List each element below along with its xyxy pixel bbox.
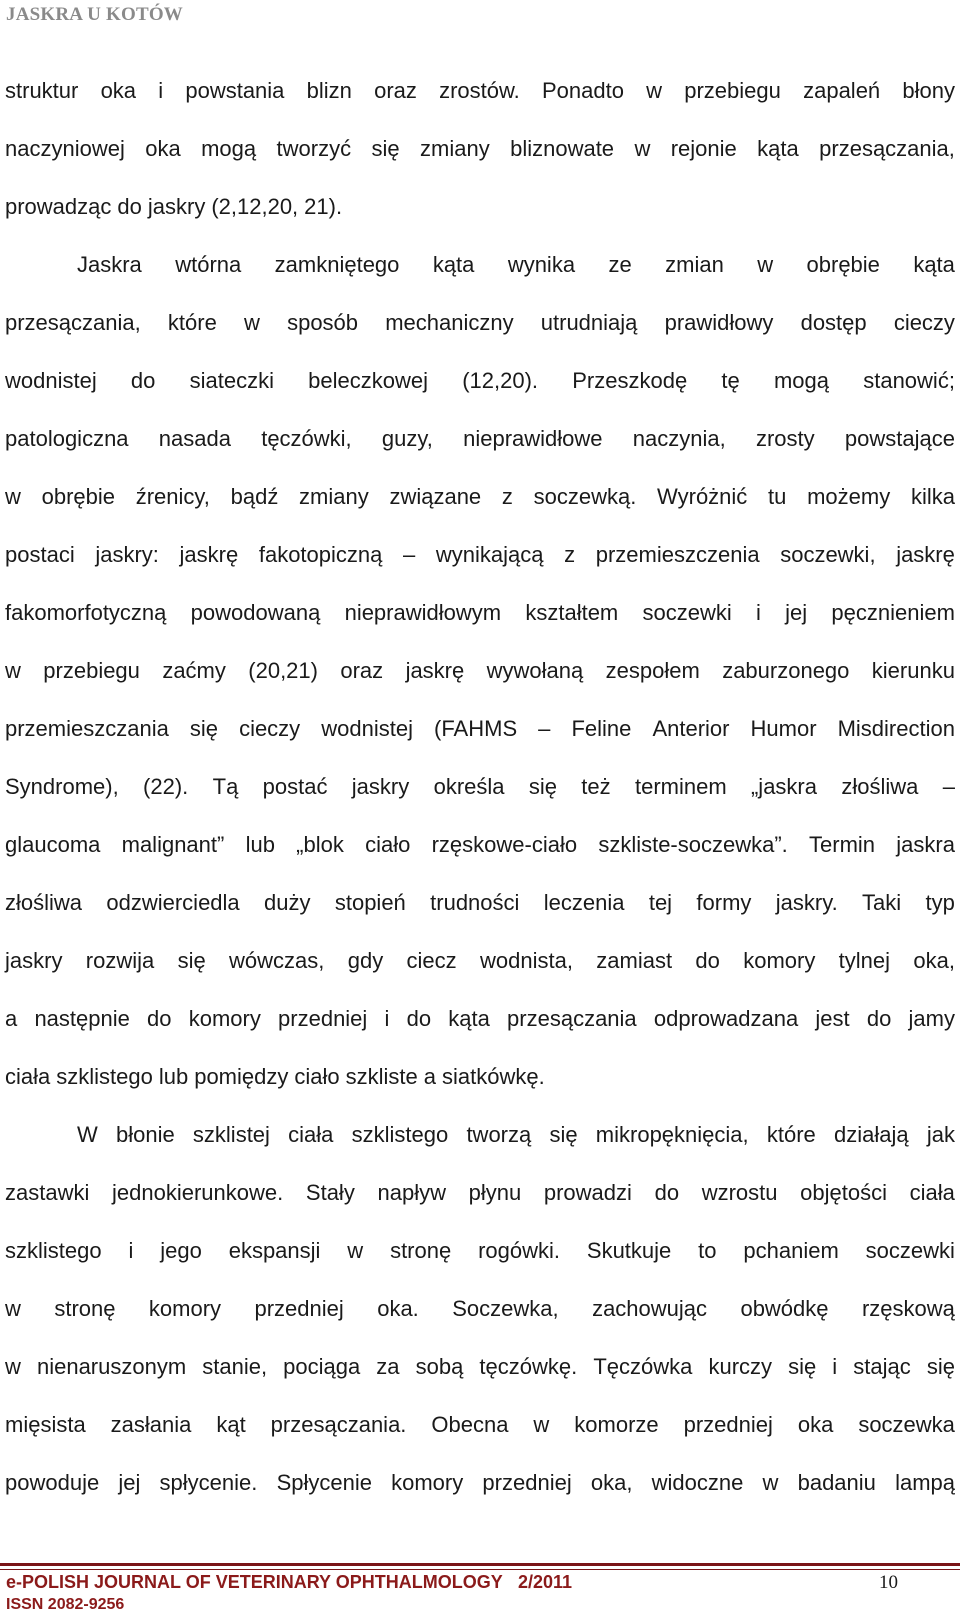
footer-issue-number: 2/2011 (518, 1572, 573, 1592)
footer-rule-thick (0, 1563, 960, 1566)
text-line: przesączania, które w sposób mechaniczny utrudniają prawidłowy dostęp cieczy (5, 310, 955, 335)
text-line: ciała szklistego lub pomiędzy ciało szkliste a siatkówkę. (5, 1064, 545, 1089)
text-line: Jaskra wtórna zamkniętego kąta wynika ze zmian w obrębie kąta (77, 252, 955, 277)
text-line: wodnistej do siateczki beleczkowej (12,20). Przeszkodę tę mogą stanowić; (5, 368, 955, 393)
text-line: zastawki jednokierunkowe. Stały napływ płynu prowadzi do wzrostu objętości ciała (5, 1180, 955, 1205)
text-line: w obrębie źrenicy, bądź zmiany związane z soczewką. Wyróżnić tu możemy kilka (5, 484, 955, 509)
article-body (5, 72, 955, 1522)
text-line: powoduje jej spłycenie. Spłycenie komory przedniej oka, widoczne w badaniu lampą (5, 1470, 955, 1495)
footer-page-number: 10 (879, 1572, 898, 1593)
text-line: naczyniowej oka mogą tworzyć się zmiany bliznowate w rejonie kąta przesączania, (5, 136, 955, 161)
running-header: JASKRA U KOTÓW (6, 4, 183, 25)
text-line: patologiczna nasada tęczówki, guzy, nieprawidłowe naczynia, zrosty powstające (5, 426, 955, 451)
text-line: fakomorfotyczną powodowaną nieprawidłowym kształtem soczewki i jej pęcznieniem (5, 600, 955, 625)
footer-journal-name: e-POLISH JOURNAL OF VETERINARY OPHTHALMOLOGY (6, 1572, 503, 1592)
text-line: przemieszczania się cieczy wodnistej (FAHMS – Feline Anterior Humor Misdirection (5, 716, 955, 741)
text-line: glaucoma malignant” lub „blok ciało rzęskowe-ciało szkliste-soczewka”. Termin jaskra (5, 832, 955, 857)
text-line: w przebiegu zaćmy (20,21) oraz jaskrę wywołaną zespołem zaburzonego kierunku (5, 658, 955, 683)
text-line: jaskry rozwija się wówczas, gdy ciecz wodnista, zamiast do komory tylnej oka, (5, 948, 955, 973)
text-line: postaci jaskry: jaskrę fakotopiczną – wynikającą z przemieszczenia soczewki, jaskrę (5, 542, 955, 567)
text-line: w nienaruszonym stanie, pociąga za sobą tęczówkę. Tęczówka kurczy się i stając się (5, 1354, 955, 1379)
text-line: w stronę komory przedniej oka. Soczewka, zachowując obwódkę rzęskową (5, 1296, 955, 1321)
footer-rule-thin (0, 1569, 960, 1570)
footer-issn: ISSN 2082-9256 (6, 1596, 125, 1613)
text-line: struktur oka i powstania blizn oraz zrostów. Ponadto w przebiegu zapaleń błony (5, 78, 955, 103)
text-line: a następnie do komory przedniej i do kąta przesączania odprowadzana jest do jamy (5, 1006, 955, 1031)
text-line: szklistego i jego ekspansji w stronę rogówki. Skutkuje to pchaniem soczewki (5, 1238, 955, 1263)
text-line: złośliwa odzwierciedla duży stopień trudności leczenia tej formy jaskry. Taki typ (5, 890, 955, 915)
text-line: Syndrome), (22). Tą postać jaskry określa się też terminem „jaskra złośliwa – (5, 774, 955, 799)
text-line: W błonie szklistej ciała szklistego tworzą się mikropęknięcia, które działają jak (77, 1122, 955, 1147)
text-line: prowadząc do jaskry (2,12,20, 21). (5, 194, 343, 219)
text-line: mięsista zasłania kąt przesączania. Obecna w komorze przedniej oka soczewka (5, 1412, 955, 1437)
